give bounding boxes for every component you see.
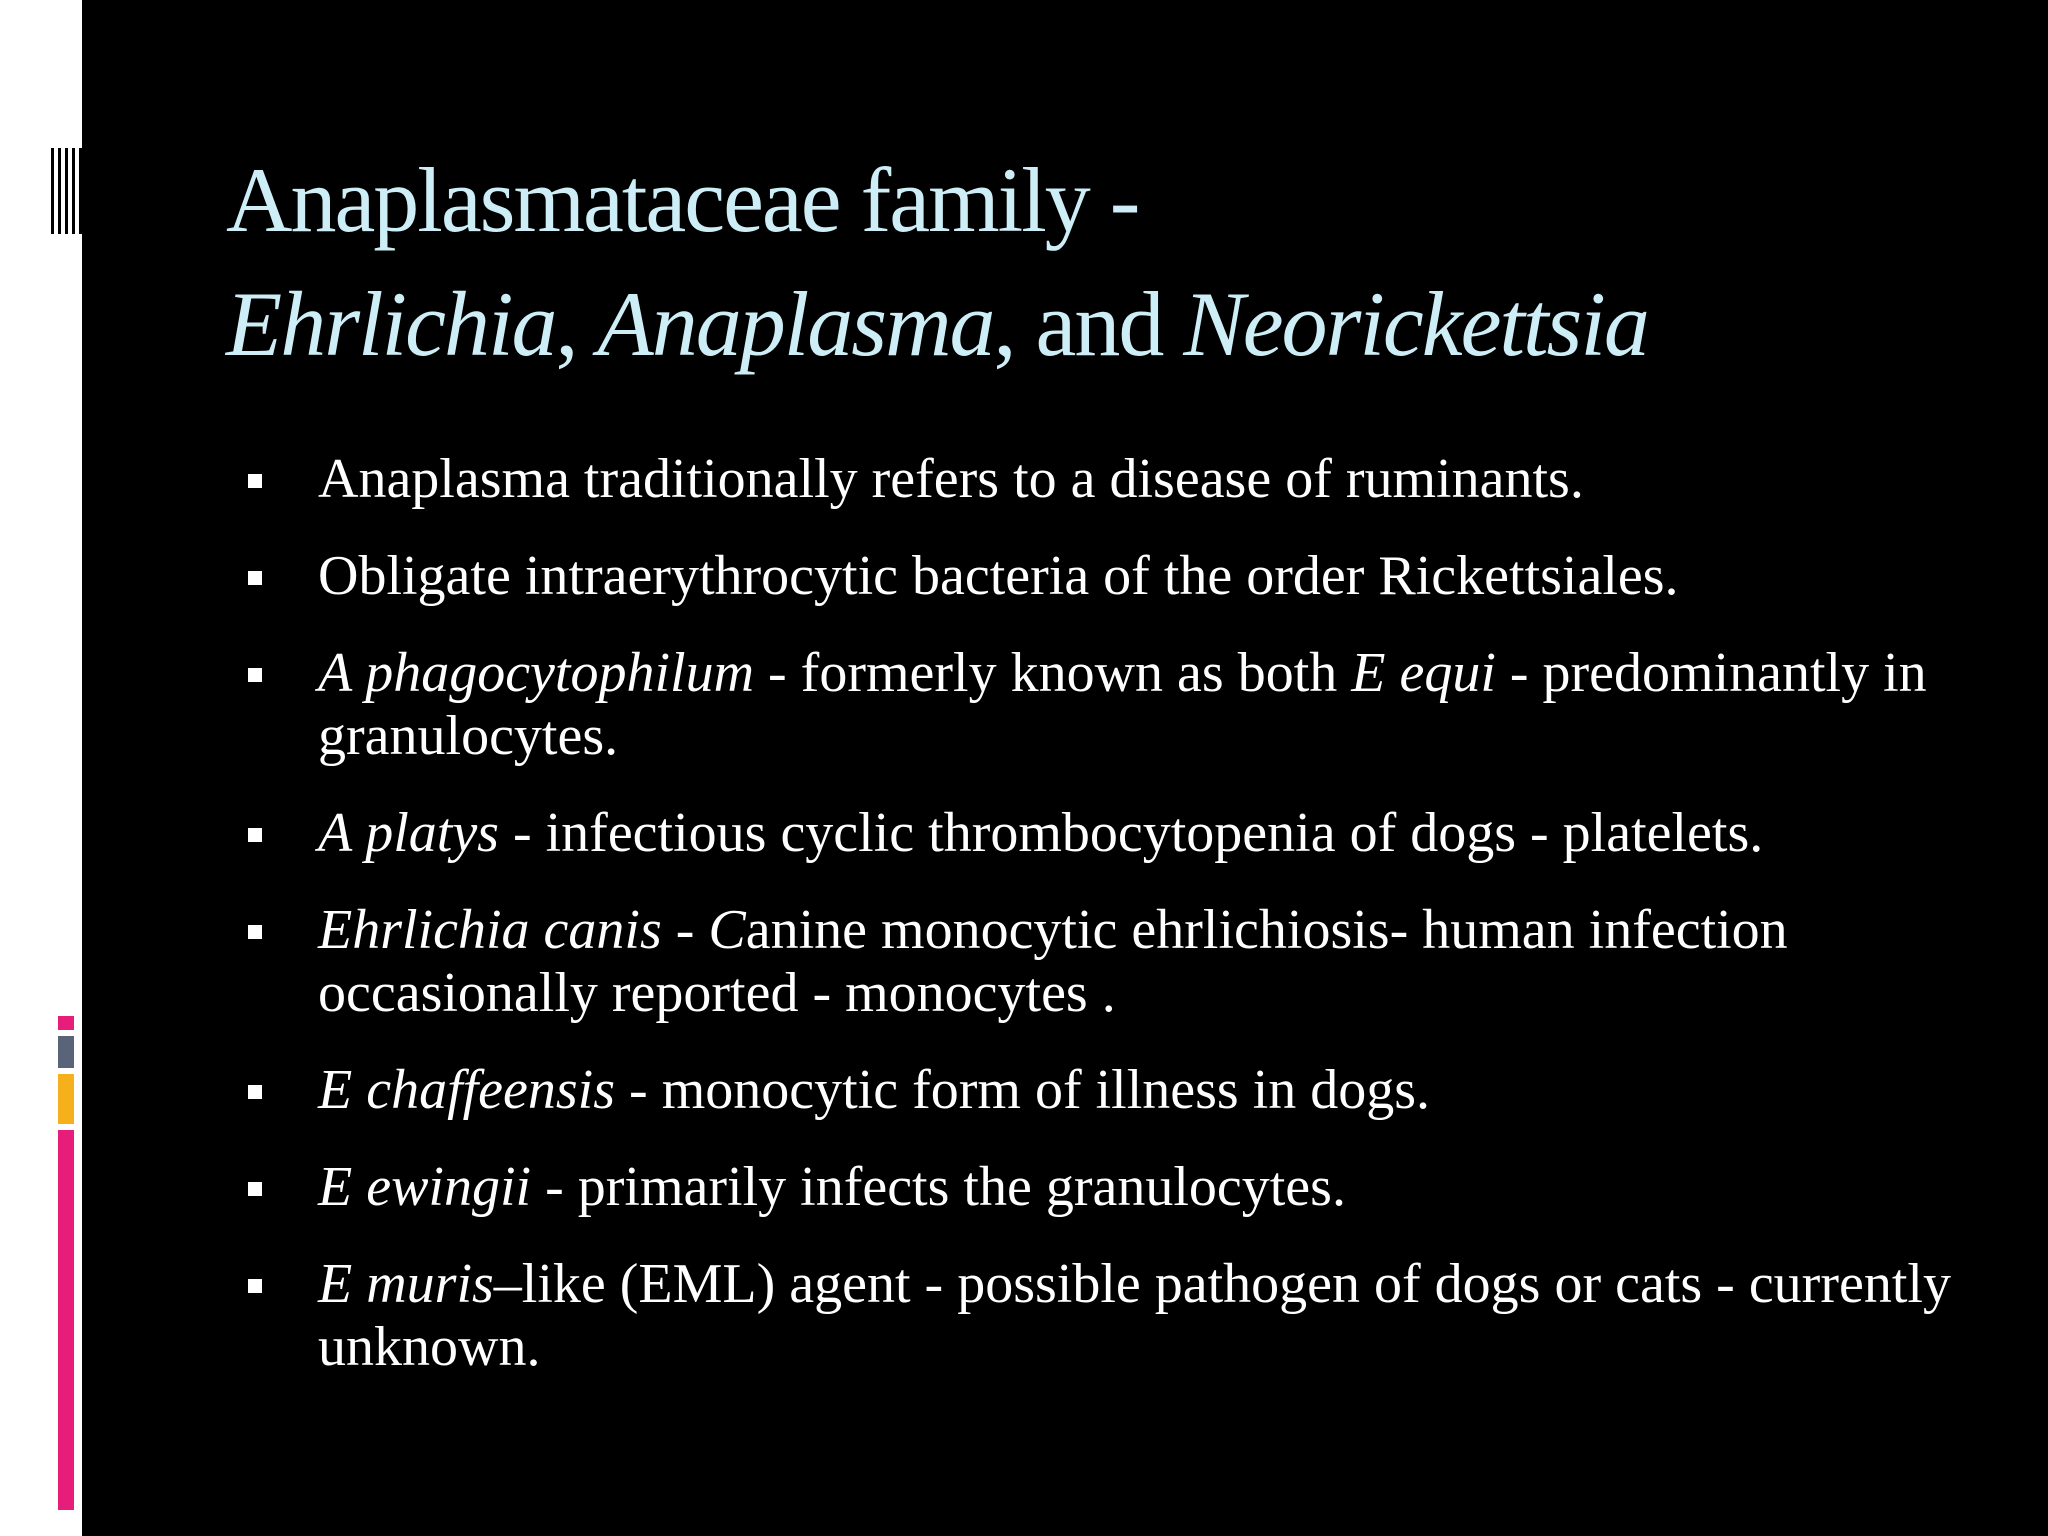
bullet-text: - formerly known as both	[754, 642, 1352, 704]
title-line1: Anaplasmataceae family -	[226, 149, 1139, 251]
bullet-species: A platys	[318, 802, 499, 864]
pink-bar	[58, 1130, 74, 1510]
bullet-species: E chaffeensis	[318, 1059, 616, 1121]
decorative-stripes-top	[48, 148, 82, 234]
bullet-species: Ehrlichia canis - C	[318, 899, 746, 961]
bullet-item	[240, 448, 2030, 511]
gold-bar	[58, 1074, 74, 1124]
slide-title	[226, 138, 1926, 386]
stripe	[51, 148, 54, 234]
bullet-text: - monocytic form of illness in dogs.	[615, 1059, 1431, 1121]
title-separator: , and	[993, 273, 1184, 375]
bullet-item	[240, 1253, 2030, 1379]
stripe	[58, 148, 61, 234]
bullet-item	[240, 899, 2030, 1025]
bullet-text: - infectious cyclic thrombocytopenia of dogs - platelets.	[498, 802, 1764, 864]
title-separator: ,	[555, 273, 598, 375]
title-genus-anaplasma: Anaplasma	[597, 273, 994, 375]
square-bullet-icon	[248, 571, 262, 585]
bullet-text: anine monocytic ehrlichiosis- human infection occasionally reported - monocytes .	[318, 899, 1788, 1024]
bullet-item	[240, 1156, 2030, 1219]
bullet-species: E muris	[318, 1253, 494, 1315]
bullet-species: E equi	[1351, 642, 1496, 704]
stripe	[65, 148, 68, 234]
square-bullet-icon	[248, 828, 262, 842]
pink-bar-top	[58, 1016, 74, 1030]
decorative-color-bars	[58, 1016, 74, 1510]
title-genus-ehrlichia: Ehrlichia	[226, 273, 556, 375]
stripe	[72, 148, 75, 234]
square-bullet-icon	[248, 474, 262, 488]
square-bullet-icon	[248, 668, 262, 682]
bullet-text: –like (EML) agent - possible pathogen of dogs or cats - currently unknown.	[318, 1253, 1951, 1378]
bullet-species: A phagocytophilum	[318, 642, 755, 704]
bullet-text: Obligate intraerythrocytic bacteria of the order Rickettsiales.	[318, 545, 1679, 607]
slate-bar	[58, 1036, 74, 1068]
square-bullet-icon	[248, 1279, 262, 1293]
square-bullet-icon	[248, 1085, 262, 1099]
bullet-item	[240, 802, 2030, 865]
bullet-list	[240, 448, 2030, 1413]
square-bullet-icon	[248, 925, 262, 939]
bullet-item	[240, 642, 2030, 768]
bullet-item	[240, 1059, 2030, 1122]
bullet-item	[240, 545, 2030, 608]
bullet-species: E ewingii	[318, 1156, 532, 1218]
bullet-text: - predominantly in granulocytes.	[318, 642, 1927, 767]
square-bullet-icon	[248, 1182, 262, 1196]
title-genus-neorickettsia: Neorickettsia	[1183, 273, 1648, 375]
bullet-text: Anaplasma traditionally refers to a disease of ruminants.	[318, 448, 1584, 510]
bullet-text: - primarily infects the granulocytes.	[531, 1156, 1346, 1218]
